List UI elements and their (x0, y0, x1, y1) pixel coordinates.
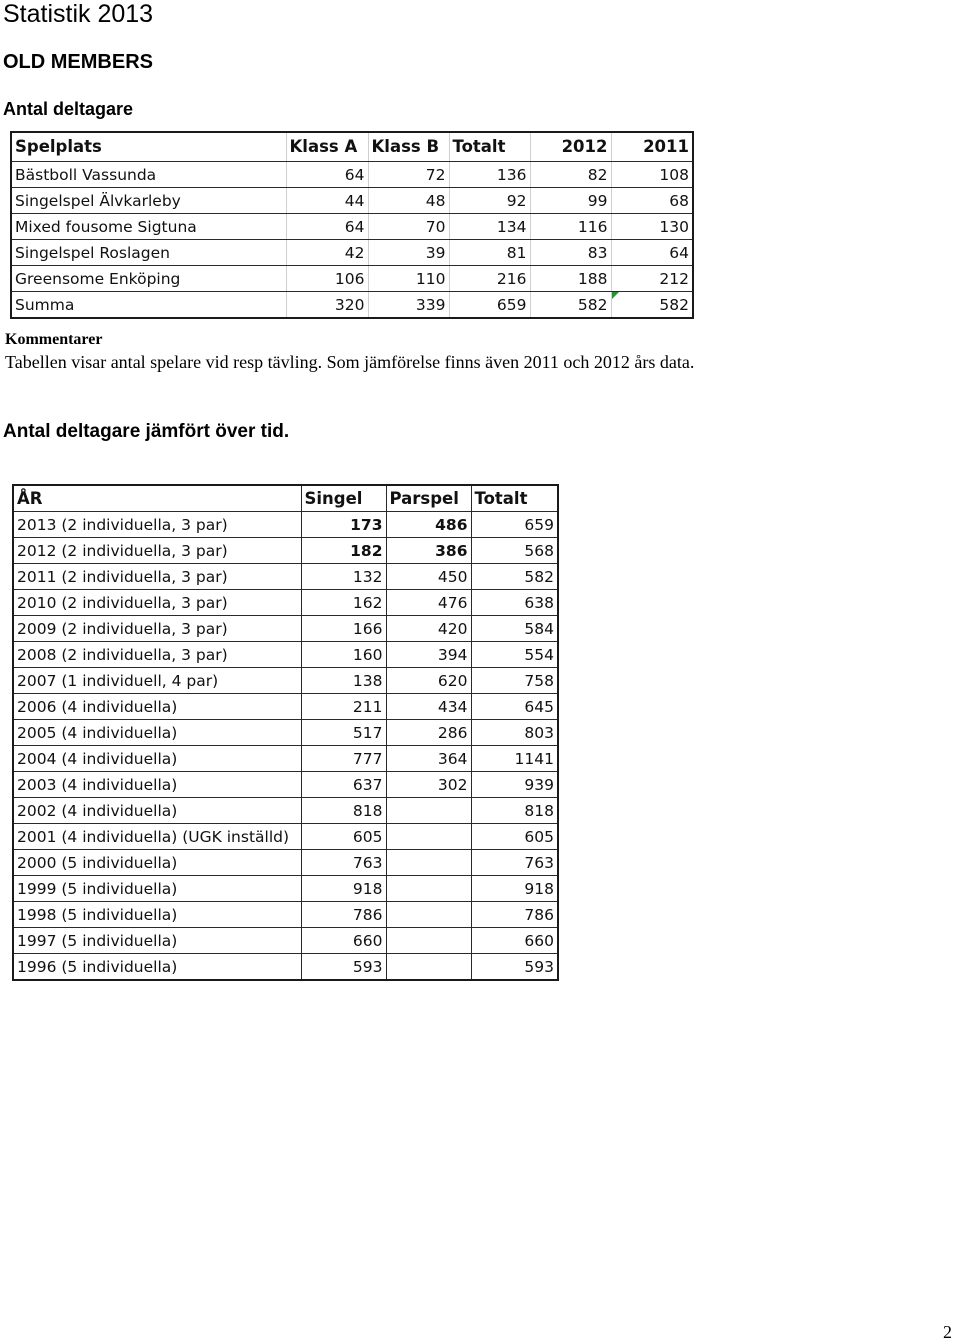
value-cell: 582 (530, 292, 611, 319)
table-header-row (11, 132, 693, 162)
header-cell: Totalt (449, 132, 530, 162)
value-cell: 92 (449, 188, 530, 214)
value-cell: 582 (611, 292, 693, 319)
table-row (11, 162, 693, 188)
value-cell (386, 928, 471, 954)
value-cell: 476 (386, 590, 471, 616)
value-cell: 645 (471, 694, 558, 720)
year-cell: 2007 (1 individuell, 4 par) (13, 668, 301, 694)
table-row-summary (11, 292, 693, 319)
comments-text: Tabellen visar antal spelare vid resp tävling. Som jämförelse finns även 2011 och 2012 års data. (5, 352, 695, 372)
value-cell: 44 (286, 188, 368, 214)
value-cell: 660 (471, 928, 558, 954)
value-cell: 286 (386, 720, 471, 746)
value-cell: 605 (301, 824, 386, 850)
value-cell: 211 (301, 694, 386, 720)
venue-cell: Singelspel Älvkarleby (11, 188, 286, 214)
year-cell: 2000 (5 individuella) (13, 850, 301, 876)
table-row (13, 538, 558, 564)
table-row (13, 642, 558, 668)
value-cell: 803 (471, 720, 558, 746)
value-cell: 138 (301, 668, 386, 694)
table-row (13, 720, 558, 746)
value-cell: 620 (386, 668, 471, 694)
table-row (13, 902, 558, 928)
value-cell: 64 (286, 162, 368, 188)
value-cell: 106 (286, 266, 368, 292)
value-cell: 637 (301, 772, 386, 798)
table-row (13, 798, 558, 824)
table-row (13, 564, 558, 590)
value-cell: 110 (368, 266, 449, 292)
value-cell: 818 (471, 798, 558, 824)
value-cell: 939 (471, 772, 558, 798)
header-cell: Singel (301, 485, 386, 512)
table-row (13, 590, 558, 616)
value-cell: 763 (301, 850, 386, 876)
table-row (11, 188, 693, 214)
value-cell: 605 (471, 824, 558, 850)
value-cell: 83 (530, 240, 611, 266)
table-row (13, 668, 558, 694)
page-number: 2 (943, 1322, 952, 1342)
value-cell: 554 (471, 642, 558, 668)
year-cell: 2004 (4 individuella) (13, 746, 301, 772)
header-cell: 2011 (611, 132, 693, 162)
page-title: Statistik 2013 (3, 0, 154, 28)
value-cell: 660 (301, 928, 386, 954)
value-cell: 918 (301, 876, 386, 902)
value-cell (386, 876, 471, 902)
header-cell: Spelplats (11, 132, 286, 162)
value-cell: 638 (471, 590, 558, 616)
value-cell: 160 (301, 642, 386, 668)
table-row (11, 266, 693, 292)
value-cell: 320 (286, 292, 368, 319)
year-cell: 2008 (2 individuella, 3 par) (13, 642, 301, 668)
value-cell: 339 (368, 292, 449, 319)
value-cell: 48 (368, 188, 449, 214)
header-cell: Parspel (386, 485, 471, 512)
value-cell (386, 824, 471, 850)
value-cell: 763 (471, 850, 558, 876)
table-row (13, 694, 558, 720)
value-cell: 182 (301, 538, 386, 564)
value-cell (386, 954, 471, 981)
value-cell: 188 (530, 266, 611, 292)
value-cell: 130 (611, 214, 693, 240)
value-cell: 70 (368, 214, 449, 240)
year-cell: 2006 (4 individuella) (13, 694, 301, 720)
table-header-row (13, 485, 558, 512)
year-cell: 2003 (4 individuella) (13, 772, 301, 798)
year-cell: 1996 (5 individuella) (13, 954, 301, 981)
value-cell: 450 (386, 564, 471, 590)
venue-cell: Bästboll Vassunda (11, 162, 286, 188)
value-cell: 68 (611, 188, 693, 214)
year-cell: 1997 (5 individuella) (13, 928, 301, 954)
table-row (13, 850, 558, 876)
table-row (13, 616, 558, 642)
value-cell: 659 (449, 292, 530, 319)
value-cell: 394 (386, 642, 471, 668)
value-cell: 302 (386, 772, 471, 798)
value-cell: 659 (471, 512, 558, 538)
year-cell: 2010 (2 individuella, 3 par) (13, 590, 301, 616)
table-row (13, 746, 558, 772)
value-cell: 216 (449, 266, 530, 292)
value-cell: 1141 (471, 746, 558, 772)
table-row (13, 876, 558, 902)
value-cell: 64 (286, 214, 368, 240)
value-cell: 162 (301, 590, 386, 616)
value-cell: 212 (611, 266, 693, 292)
table-row (13, 772, 558, 798)
value-cell: 134 (449, 214, 530, 240)
value-cell: 786 (471, 902, 558, 928)
venue-cell: Summa (11, 292, 286, 319)
value-cell: 42 (286, 240, 368, 266)
year-cell: 2001 (4 individuella) (UGK inställd) (13, 824, 301, 850)
value-cell: 593 (471, 954, 558, 981)
value-cell: 818 (301, 798, 386, 824)
year-cell: 2012 (2 individuella, 3 par) (13, 538, 301, 564)
header-cell: Totalt (471, 485, 558, 512)
value-cell: 99 (530, 188, 611, 214)
table-row (13, 824, 558, 850)
participants-table (10, 131, 694, 319)
value-cell: 82 (530, 162, 611, 188)
participants-over-time-table (12, 484, 559, 981)
value-cell: 386 (386, 538, 471, 564)
year-cell: 2013 (2 individuella, 3 par) (13, 512, 301, 538)
venue-cell: Singelspel Roslagen (11, 240, 286, 266)
header-cell: 2012 (530, 132, 611, 162)
header-cell: Klass B (368, 132, 449, 162)
year-cell: 2011 (2 individuella, 3 par) (13, 564, 301, 590)
table-row (13, 954, 558, 981)
comments-heading: Kommentarer (5, 331, 103, 348)
section-title-participants: Antal deltagare (3, 99, 134, 119)
value-cell: 584 (471, 616, 558, 642)
table-row (11, 240, 693, 266)
section-title-over-time: Antal deltagare jämfört över tid. (3, 421, 290, 442)
table-row (13, 512, 558, 538)
value-cell: 132 (301, 564, 386, 590)
value-cell: 517 (301, 720, 386, 746)
value-cell: 116 (530, 214, 611, 240)
value-cell: 758 (471, 668, 558, 694)
value-cell: 486 (386, 512, 471, 538)
group-title: OLD MEMBERS (3, 51, 153, 73)
value-cell: 108 (611, 162, 693, 188)
value-cell: 420 (386, 616, 471, 642)
value-cell: 64 (611, 240, 693, 266)
year-cell: 1998 (5 individuella) (13, 902, 301, 928)
value-cell: 39 (368, 240, 449, 266)
value-cell: 582 (471, 564, 558, 590)
header-cell: Klass A (286, 132, 368, 162)
year-cell: 2002 (4 individuella) (13, 798, 301, 824)
value-cell: 434 (386, 694, 471, 720)
value-cell: 777 (301, 746, 386, 772)
value-cell (386, 798, 471, 824)
value-cell: 136 (449, 162, 530, 188)
year-cell: 2009 (2 individuella, 3 par) (13, 616, 301, 642)
value-cell: 81 (449, 240, 530, 266)
value-cell: 173 (301, 512, 386, 538)
venue-cell: Greensome Enköping (11, 266, 286, 292)
value-cell: 72 (368, 162, 449, 188)
year-cell: 1999 (5 individuella) (13, 876, 301, 902)
value-cell: 918 (471, 876, 558, 902)
table-row (11, 214, 693, 240)
value-cell: 593 (301, 954, 386, 981)
value-cell (386, 902, 471, 928)
venue-cell: Mixed fousome Sigtuna (11, 214, 286, 240)
value-cell: 364 (386, 746, 471, 772)
value-cell: 166 (301, 616, 386, 642)
value-cell (386, 850, 471, 876)
value-cell: 786 (301, 902, 386, 928)
year-cell: 2005 (4 individuella) (13, 720, 301, 746)
value-cell: 568 (471, 538, 558, 564)
header-cell: ÅR (13, 485, 301, 512)
table-row (13, 928, 558, 954)
